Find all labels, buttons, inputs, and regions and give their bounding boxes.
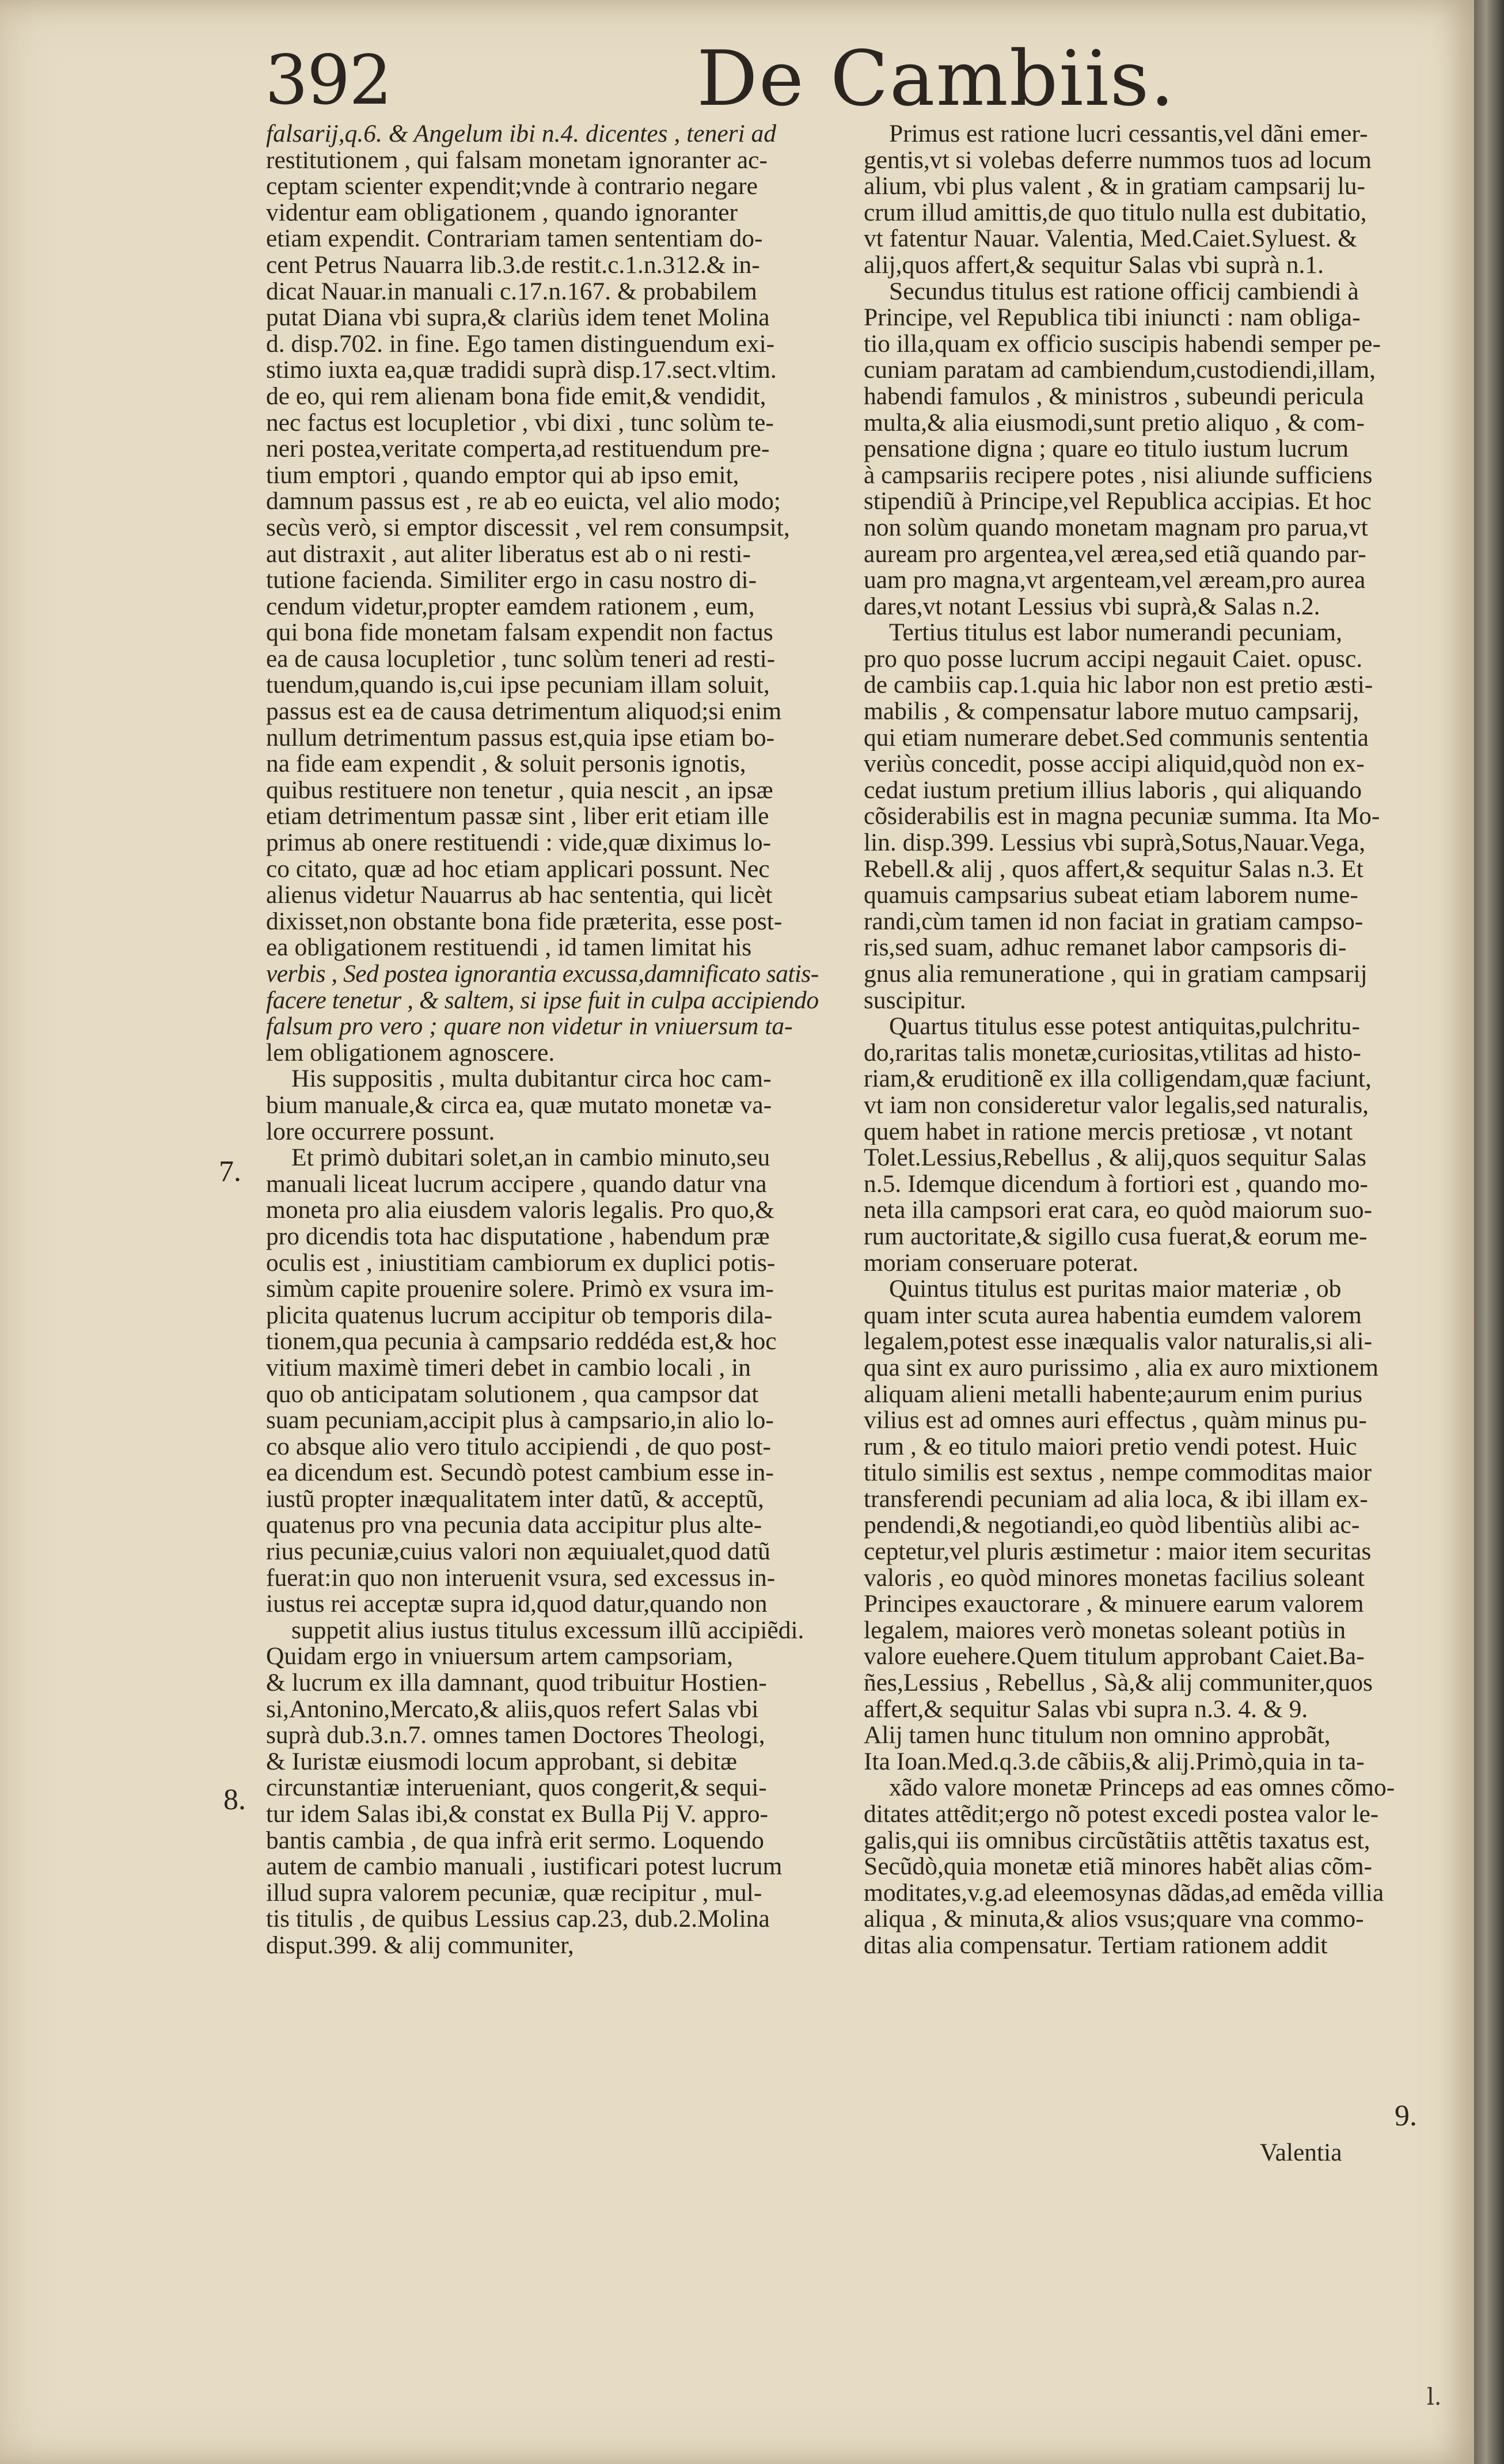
text-line: iustũ propter inæqualitatem inter datũ, & acceptũ, bbox=[266, 1486, 764, 1513]
text-line: legalem, maiores verò monetas soleant potiùs in bbox=[864, 1617, 1346, 1644]
text-line: nullum detrimentum passus est,quia ipse etiam bo- bbox=[266, 724, 775, 751]
text-line: vilius est ad omnes auri effectus , quàm minus pu- bbox=[864, 1407, 1367, 1434]
text-line: mabilis , & compensatur labore mutuo campsarij, bbox=[864, 698, 1359, 725]
text-line: cendum videtur,propter eamdem rationem , eum, bbox=[266, 593, 755, 620]
text-line: veriùs concedit, posse accipi aliquid,quòd non ex- bbox=[864, 751, 1365, 777]
text-line: quibus restituere non tenetur , quia nescit , an ipsæ bbox=[266, 777, 773, 804]
text-line: n.5. Idemque dicendum à fortiori est , quando mo- bbox=[864, 1171, 1368, 1198]
text-line: videntur eam obligationem , quando ignoranter bbox=[266, 199, 738, 226]
text-line: tur idem Salas ibi,& constat ex Bulla Pij V. appro- bbox=[266, 1801, 768, 1828]
text-line: rius pecuniæ,cuius valori non æquiualet,quod datũ bbox=[266, 1539, 770, 1565]
text-line: tio illa,quam ex officio suscipis habendi semper pe- bbox=[864, 331, 1381, 358]
text-line: suam pecuniam,accipit plus à campsario,in alio lo- bbox=[266, 1407, 774, 1434]
text-line: quem habet in ratione mercis pretiosæ , vt notant bbox=[864, 1118, 1353, 1145]
text-line: lore occurrere possunt. bbox=[266, 1118, 495, 1145]
text-line: xãdo valore monetæ Princeps ad eas omnes cõmo- bbox=[889, 1775, 1395, 1801]
text-line: cuniam paratam ad cambiendum,custodiendi,illam, bbox=[864, 357, 1376, 384]
text-line: titulo similis est sextus , nempe commoditas maior bbox=[864, 1460, 1372, 1486]
text-line: etiam expendit. Contrariam tamen sententiam do- bbox=[266, 226, 763, 252]
text-line: legalem,potest esse inæqualis valor naturalis,si ali- bbox=[864, 1328, 1373, 1355]
text-line: alienus videtur Nauarrus ab hac sententia, qui licèt bbox=[266, 882, 773, 909]
text-line: pensatione digna ; quare eo titulo iustum lucrum bbox=[864, 436, 1349, 462]
text-line: Secundus titulus est ratione officij cambiendi à bbox=[889, 278, 1359, 305]
text-line: Ita Ioan.Med.q.3.de cãbiis,& alij.Primò,quia in ta- bbox=[864, 1748, 1365, 1775]
text-line: & Iuristæ eiusmodi locum approbant, si debitæ bbox=[266, 1748, 737, 1775]
text-line: tis titulis , de quibus Lessius cap.23, dub.2.Molina bbox=[266, 1906, 770, 1933]
text-line: suscipitur. bbox=[864, 987, 966, 1014]
text-line: falsarij,q.6. & Angelum ibi n.4. dicentes , teneri ad bbox=[266, 121, 777, 147]
text-line: de eo, qui rem alienam bona fide emit,& vendidit, bbox=[266, 383, 766, 410]
text-line: fuerat:in quo non interuenit vsura, sed excessus in- bbox=[266, 1565, 776, 1592]
text-line: moriam conseruare poterat. bbox=[864, 1250, 1139, 1277]
text-line: quam inter scuta aurea habentia eumdem valorem bbox=[864, 1302, 1362, 1329]
text-line: dixisset,non obstante bona fide præterita, esse post- bbox=[266, 908, 783, 935]
text-line: valore euehere.Quem titulum approbant Caiet.Ba- bbox=[864, 1643, 1365, 1670]
text-line: neri postea,veritate comperta,ad restituendum pre- bbox=[266, 436, 770, 462]
text-line: tutione facienda. Similiter ergo in casu nostro di- bbox=[266, 567, 757, 594]
text-line: Tolet.Lessius,Rebellus , & alij,quos sequitur Salas bbox=[864, 1145, 1366, 1171]
text-line: oculis est , iniustitiam cambiorum ex duplici potis- bbox=[266, 1250, 776, 1277]
text-line: co citato, quæ ad hoc etiam applicari possunt. Nec bbox=[266, 856, 770, 883]
text-line: vt iam non consideretur valor legalis,sed naturalis, bbox=[864, 1092, 1369, 1119]
catchword: Valentia bbox=[1260, 2139, 1342, 2166]
text-line: iustus rei acceptæ supra id,quod datur,quando non bbox=[266, 1591, 768, 1618]
text-line: rum auctoritate,& sigillo cusa fuerat,& eorum me- bbox=[864, 1223, 1368, 1250]
text-line: pro dicendis tota hac disputatione , habendum præ bbox=[266, 1223, 770, 1250]
page-edge bbox=[1474, 0, 1504, 2464]
text-line: vt fatentur Nauar. Valentia, Med.Caiet.Syluest. & bbox=[864, 226, 1357, 252]
text-line: Quidam ergo in vniuersum artem campsoriam, bbox=[266, 1643, 733, 1670]
text-line: habendi famulos , & ministros , subeundi pericula bbox=[864, 383, 1364, 410]
text-line: passus est ea de causa detrimentum aliquod;si enim bbox=[266, 698, 782, 725]
text-line: lem obligationem agnoscere. bbox=[266, 1039, 555, 1066]
text-line: auream pro argentea,vel ærea,sed etiã quando par- bbox=[864, 541, 1366, 568]
text-line: primus ab onere restituendi : vide,quæ diximus lo- bbox=[266, 830, 772, 856]
text-line: stimo iuxta ea,quæ tradidi suprà disp.17.sect.vltim. bbox=[266, 357, 777, 384]
text-line: ditas alia compensatur. Tertiam rationem addit bbox=[864, 1932, 1328, 1959]
text-line: randi,cùm tamen id non faciat in gratiam campso- bbox=[864, 908, 1364, 935]
text-line: manuali liceat lucrum accipere , quando datur vna bbox=[266, 1171, 767, 1198]
text-line: gentis,vt si volebas deferre nummos tuos ad locum bbox=[864, 147, 1372, 174]
text-line: affert,& sequitur Salas vbi supra n.3. 4. & 9. bbox=[864, 1696, 1308, 1723]
text-line: cedat iustum pretium illius laboris , qui aliquando bbox=[864, 777, 1362, 804]
running-head: De Cambiis. bbox=[697, 35, 1176, 123]
text-line: ñes,Lessius , Rebellus , Sà,& alij communiter,quos bbox=[864, 1670, 1373, 1696]
text-line: ris,sed suam, adhuc remanet labor campsoris di- bbox=[864, 935, 1347, 961]
text-line: restitutionem , qui falsam monetam ignoranter ac- bbox=[266, 147, 768, 174]
text-line: cõsiderabilis est in magna pecuniæ summa. Ita Mo- bbox=[864, 803, 1380, 830]
text-line: d. disp.702. in fine. Ego tamen distinguendum exi- bbox=[266, 331, 775, 358]
text-line: Tertius titulus est labor numerandi pecuniam, bbox=[889, 620, 1343, 646]
text-line: galis,qui iis omnibus circũstãtiis attẽtis taxatus est, bbox=[864, 1827, 1370, 1854]
text-line: na fide eam expendit , & soluit personis ignotis, bbox=[266, 751, 746, 777]
text-line: circunstantiæ interueniant, quos congerit,& sequi- bbox=[266, 1775, 767, 1801]
text-line: simùm capite prouenire solere. Primò ex vsura im- bbox=[266, 1276, 774, 1303]
text-line: lin. disp.399. Lessius vbi suprà,Sotus,Nauar.Vega, bbox=[864, 830, 1366, 856]
text-line: disput.399. & alij communiter, bbox=[266, 1932, 574, 1959]
text-line: vitium maximè timeri debet in cambio locali , in bbox=[266, 1354, 751, 1381]
text-line: Principe, vel Republica tibi iniuncti : nam obliga- bbox=[864, 305, 1361, 331]
left-text-column bbox=[266, 121, 819, 1959]
text-line: verbis , Sed postea ignorantia excussa,damnificato satis- bbox=[266, 961, 819, 988]
text-line: Rebell.& alij , quos affert,& sequitur Salas n.3. Et bbox=[864, 856, 1364, 883]
text-line: Quintus titulus est puritas maior materiæ , ob bbox=[889, 1276, 1342, 1303]
text-line: bantis cambia , de qua infrà erit sermo. Loquendo bbox=[266, 1827, 764, 1854]
text-line: multa,& alia eiusmodi,sunt pretio aliquo , & com- bbox=[864, 409, 1365, 436]
text-line: falsum pro vero ; quare non videtur in vniuersum ta- bbox=[266, 1013, 793, 1040]
text-line: co absque alio vero titulo accipiendi , de quo post- bbox=[266, 1433, 772, 1460]
text-line: secùs verò, si emptor discessit , vel rem consumpsit, bbox=[266, 514, 790, 541]
text-line: valoris , eo quòd minores monetas facilius soleant bbox=[864, 1565, 1365, 1592]
text-line: ceptam scienter expendit;vnde à contrario negare bbox=[266, 173, 758, 200]
text-line: moneta pro alia eiusdem valoris legalis. Pro quo,& bbox=[266, 1197, 775, 1224]
text-line: dares,vt notant Lessius vbi suprà,& Salas n.2. bbox=[864, 593, 1320, 620]
text-line: facere tenetur , & saltem, si ipse fuit in culpa accipiendo bbox=[266, 987, 819, 1014]
text-line: quo ob anticipatam solutionem , qua campsor dat bbox=[266, 1381, 759, 1408]
text-line: & lucrum ex illa damnant, quod tribuitur Hostien- bbox=[266, 1670, 767, 1696]
text-line: autem de cambio manuali , iustificari potest lucrum bbox=[266, 1854, 783, 1880]
text-line: tium emptori , quando emptor qui ab ipso emit, bbox=[266, 462, 739, 489]
text-line: quamuis campsarius subeat etiam laborem nume- bbox=[864, 882, 1358, 909]
text-line: bium manuale,& circa ea, quæ mutato monetæ va- bbox=[266, 1092, 772, 1119]
text-line: pendendi,& negotiandi,eo quòd libentiùs alibi ac- bbox=[864, 1512, 1360, 1539]
text-line: si,Antonino,Mercato,& aliis,quos refert Salas vbi bbox=[266, 1696, 759, 1723]
text-line: alij,quos affert,& sequitur Salas vbi suprà n.1. bbox=[864, 252, 1324, 279]
text-line: tionem,qua pecunia à campsario reddéda est,& hoc bbox=[266, 1328, 777, 1355]
text-line: aut distraxit , aut aliter liberatus est ab o ni resti- bbox=[266, 541, 751, 568]
text-line: tuendum,quando is,cui ipse pecuniam illam soluit, bbox=[266, 672, 770, 699]
text-line: suppetit alius iustus titulus excessum illũ accipiẽdi. bbox=[291, 1617, 804, 1644]
page-number: 392 bbox=[265, 40, 392, 120]
text-line: qui etiam numerare debet.Sed communis sententia bbox=[864, 724, 1369, 751]
text-line: stipendiũ à Principe,vel Republica accipias. Et hoc bbox=[864, 488, 1372, 515]
text-line: Primus est ratione lucri cessantis,vel dãni emer- bbox=[889, 121, 1368, 147]
text-line: do,raritas talis monetæ,curiositas,vtilitas ad histo- bbox=[864, 1039, 1361, 1066]
text-line: pro quo posse lucrum accipi negauit Caiet. opusc. bbox=[864, 646, 1363, 673]
margin-number-9: 9. bbox=[1395, 2099, 1417, 2132]
text-line: ceptetur,vel pluris æstimetur : maior item securitas bbox=[864, 1539, 1372, 1565]
text-line: damnum passus est , re ab eo euicta, vel alio modo; bbox=[266, 488, 781, 515]
margin-number-8: 8. bbox=[223, 1783, 246, 1816]
text-line: neta illa campsori erat cara, eo quòd maiorum suo- bbox=[864, 1197, 1372, 1224]
text-line: de cambiis cap.1.quia hic labor non est pretio æsti- bbox=[864, 672, 1373, 699]
text-line: moditates,v.g.ad eleemosynas dãdas,ad emẽda villia bbox=[864, 1880, 1384, 1907]
text-line: aliquam alieni metalli habente;aurum enim purius bbox=[864, 1381, 1363, 1408]
text-line: ea obligationem restituendi , id tamen limitat his bbox=[266, 935, 752, 961]
text-line: illud supra valorem pecuniæ, quæ recipitur , mul- bbox=[266, 1880, 762, 1907]
text-line: nec factus est locupletior , vbi dixi , tunc solùm te- bbox=[266, 409, 774, 436]
text-line: rum , & eo titulo maiori pretio vendi potest. Huic bbox=[864, 1433, 1357, 1460]
text-line: dicat Nauar.in manuali c.17.n.167. & probabilem bbox=[266, 278, 757, 305]
text-line: Et primò dubitari solet,an in cambio minuto,seu bbox=[291, 1145, 770, 1171]
text-line: ea dicendum est. Secundò potest cambium esse in- bbox=[266, 1460, 774, 1486]
text-line: alium, vbi plus valent , & in gratiam campsarij lu- bbox=[864, 173, 1366, 200]
text-line: Quartus titulus esse potest antiquitas,pulchritu- bbox=[889, 1013, 1360, 1040]
text-line: à campsariis recipere potes , nisi aliunde sufficiens bbox=[864, 462, 1373, 489]
text-line: etiam detrimentum passæ sint , liber erit etiam ille bbox=[266, 803, 769, 830]
text-line: gnus alia remuneratione , qui in gratiam campsarij bbox=[864, 961, 1368, 988]
text-line: putat Diana vbi supra,& clariùs idem tenet Molina bbox=[266, 305, 770, 331]
text-line: ea de causa locupletior , tunc solùm teneri ad resti- bbox=[266, 646, 776, 673]
text-line: suprà dub.3.n.7. omnes tamen Doctores Theologi, bbox=[266, 1722, 765, 1749]
text-line: Principes exauctorare , & minuere earum valorem bbox=[864, 1591, 1364, 1618]
text-line: qua sint ex auro purissimo , alia ex auro mixtionem bbox=[864, 1354, 1378, 1381]
text-line: Secũdò,quia monetæ etiã minores habẽt alias cõm- bbox=[864, 1854, 1373, 1880]
text-line: riam,& eruditionẽ ex illa colligendam,quæ faciunt, bbox=[864, 1066, 1372, 1092]
text-line: plicita quatenus lucrum accipitur ob temporis dila- bbox=[266, 1302, 773, 1329]
stray-mark: l. bbox=[1427, 2384, 1442, 2410]
text-line: transferendi pecuniam ad alia loca, & ibi illam ex- bbox=[864, 1486, 1368, 1513]
text-line: Alij tamen hunc titulum non omnino approbãt, bbox=[864, 1722, 1331, 1749]
text-line: ditates attẽdit;ergo nõ potest excedi postea valor le- bbox=[864, 1801, 1379, 1828]
right-text-column bbox=[864, 121, 1399, 1959]
margin-number-7: 7. bbox=[219, 1155, 241, 1188]
text-line: quatenus pro vna pecunia data accipitur plus alte- bbox=[266, 1512, 762, 1539]
text-line: crum illud amittis,de quo titulo nulla est dubitatio, bbox=[864, 199, 1367, 226]
text-line: qui bona fide monetam falsam expendit non factus bbox=[266, 620, 773, 646]
text-line: aliqua , & minuta,& alios vsus;quare vna commo- bbox=[864, 1906, 1364, 1933]
text-line: non solùm quando monetam magnam pro parua,vt bbox=[864, 514, 1368, 541]
text-line: uam pro magna,vt argenteam,vel æream,pro aurea bbox=[864, 567, 1366, 594]
text-line: His suppositis , multa dubitantur circa hoc cam- bbox=[291, 1066, 772, 1092]
text-line: cent Petrus Nauarra lib.3.de restit.c.1.n.312.& in- bbox=[266, 252, 760, 279]
